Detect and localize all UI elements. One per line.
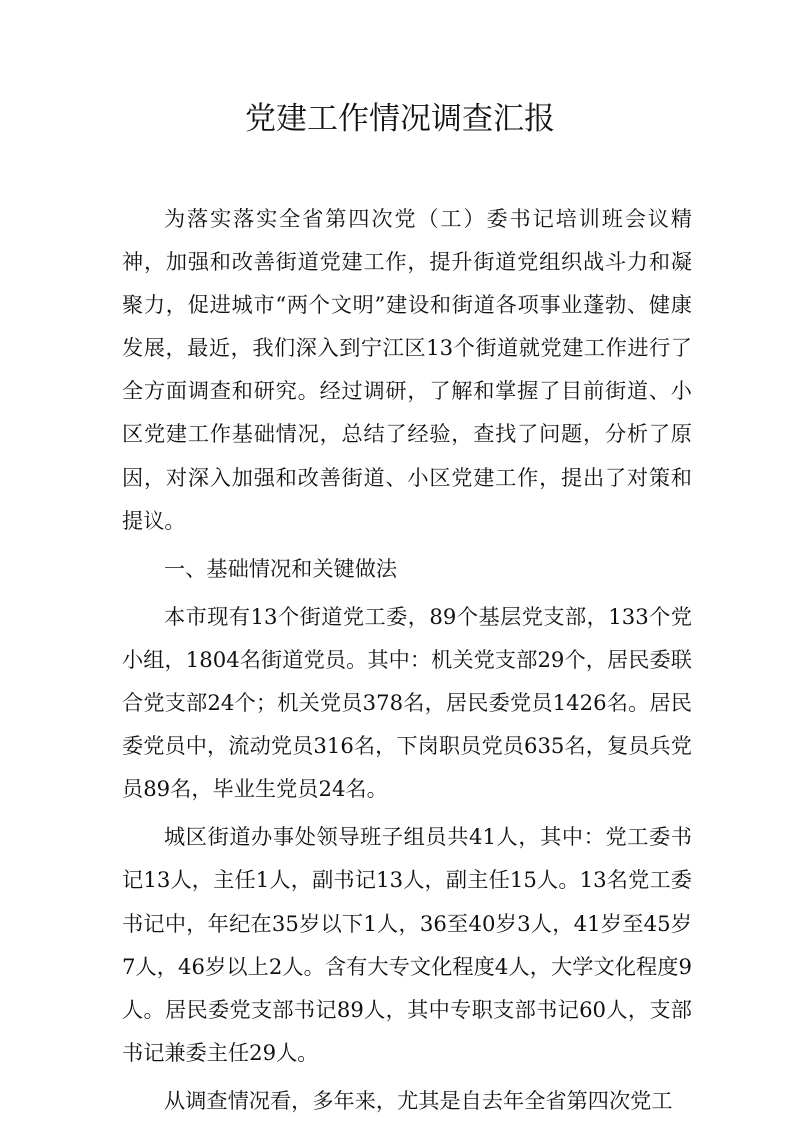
leadership-paragraph: 城区街道办事处领导班子组员共41人，其中：党工委书记13人，主任1人，副书记13人，副主任15人。13名党工委书记中，年纪在35岁以下1人，36至40岁3人，41岁至45岁7人，46岁以上2人。含有大专文化程度4人，大学文化程度9人。居民委党支部书记89人，其中专职支部书记60人，支部书记兼委主任29人。 [122,824,692,1065]
statistics-paragraph: 本市现有13个街道党工委，89个基层党支部，133个党小组，1804名街道党员。其中：机关党支部29个，居民委联合党支部24个；机关党员378名，居民委党员1426名。居民委党员中，流动党员316名，下岗职员党员635名，复员兵党员89名，毕业生党员24名。 [122,603,692,802]
section-heading: 一、基础情况和关键做法 [164,555,398,581]
document-body [122,197,692,1127]
intro-paragraph: 为落实落实全省第四次党（工）委书记培训班会议精神，加强和改善街道党建工作，提升街道党组织战斗力和凝聚力，促进城市“两个文明”建设和街道各项事业蓬勃、健康发展，最近，我们深入到宁江区13个街道就党建工作进行了全方面调查和研究。经过调研，了解和掌握了目前街道、小区党建工作基础情况，总结了经验，查找了问题，分析了原因，对深入加强和改善街道、小区党建工作，提出了对策和提议。 [122,206,692,533]
document-title: 党建工作情况调查汇报 [245,101,555,137]
closing-paragraph: 从调查情况看，多年来，尤其是自去年全省第四次党工 [164,1087,673,1113]
